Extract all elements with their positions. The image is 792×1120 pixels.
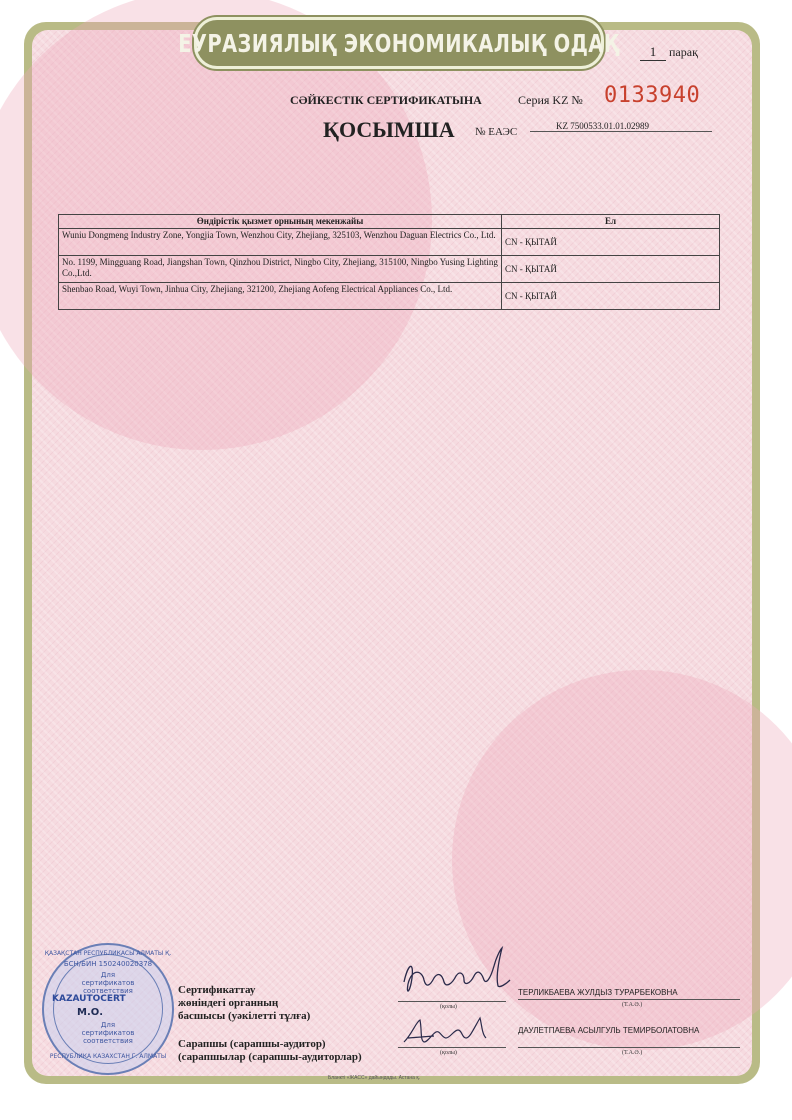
stamp-inner-bottom: Для сертификатов соответствия: [81, 1021, 135, 1045]
head-name: ТЕРЛИКБАЕВА ЖУЛДЫЗ ТУРАРБЕКОВНА: [518, 988, 678, 997]
certificate-title: СӘЙКЕСТІК СЕРТИФИКАТЫНА: [290, 93, 482, 107]
form-footer: Бланкті «ЖАСС» дайындады. Астана қ.: [328, 1075, 420, 1081]
head-label-line: басшысы (уәкілетті тұлға): [178, 1010, 311, 1022]
stamp-bin: БСН/БИН 150240020378: [63, 960, 153, 968]
certificate-border: [24, 22, 760, 1084]
table-header-row: [59, 215, 720, 229]
expert-label-line: (сарапшылар (сарапшы-аудиторлар): [178, 1051, 362, 1063]
union-banner-text: ЕУРАЗИЯЛЫҚ ЭКОНОМИКАЛЫҚ ОДАҚ: [178, 28, 620, 58]
expert-signature-caption: (қолы): [440, 1050, 457, 1056]
head-name-line: [518, 999, 740, 1000]
sheet-number-label: парақ: [669, 45, 698, 59]
annex-title: ҚОСЫМША: [323, 117, 455, 142]
official-stamp: [42, 943, 174, 1075]
expert-signatory-label: [178, 1038, 362, 1064]
table-row: [59, 283, 720, 310]
address-cell: No. 1199, Mingguang Road, Jiangshan Town, Qinzhou District, Ningbo City, Zhejiang, 315100, Ningbo Yusing Lighting Co.,Ltd.: [59, 256, 502, 283]
certificate-background: [32, 30, 752, 1076]
sheet-number-value: 1: [640, 44, 666, 61]
registration-number: KZ 7500533.01.01.02989: [530, 121, 712, 132]
expert-name-caption: (Т.А.Ә.): [622, 1050, 643, 1056]
stamp-outer-bottom: РЕСПУБЛИКА КАЗАХСТАН Г. АЛМАТЫ: [49, 1053, 167, 1060]
table-row: [59, 256, 720, 283]
country-cell: CN - ҚЫТАЙ: [502, 256, 720, 283]
expert-signature: [398, 1012, 494, 1050]
expert-name-line: [518, 1047, 740, 1048]
sheet-number: [640, 44, 698, 61]
expert-name: ДАУЛЕТПАЕВА АСЫЛГУЛЬ ТЕМИРБОЛАТОВНА: [518, 1026, 700, 1035]
serial-number: 0133940: [604, 83, 701, 108]
country-cell: CN - ҚЫТАЙ: [502, 229, 720, 256]
production-sites-table: [58, 214, 720, 310]
series-label: Серия KZ №: [518, 93, 583, 107]
head-signature-caption: (қолы): [440, 1004, 457, 1010]
head-name-caption: (Т.А.Ә.): [622, 1002, 643, 1008]
head-signature-line: [398, 1001, 506, 1002]
stamp-outer-top: ҚАЗАҚСТАН РЕСПУБЛИКАСЫ АЛМАТЫ Қ.: [44, 950, 172, 957]
eaes-label: № ЕАЭС: [475, 126, 518, 138]
expert-signature-line: [398, 1047, 506, 1048]
column-header-country: Ел: [502, 215, 720, 229]
union-banner: [178, 17, 620, 69]
stamp-inner-top: Для сертификатов соответствия: [81, 971, 135, 995]
table-row: [59, 229, 720, 256]
country-cell: CN - ҚЫТАЙ: [502, 283, 720, 310]
head-label-line: Сертификаттау: [178, 984, 256, 996]
head-signatory-label: [178, 984, 310, 1023]
kazautocert-logo: KAZAUTOCERT: [52, 994, 126, 1004]
address-cell: Wuniu Dongmeng Industry Zone, Yongjia Town, Wenzhou City, Zhejiang, 325103, Wenzhou Daguan Electrics Co., Ltd.: [59, 229, 502, 256]
expert-label-line: Сарапшы (сарапшы-аудитор): [178, 1038, 326, 1050]
stamp-mo: М.О.: [77, 1007, 104, 1018]
head-label-line: жөніндегі органның: [178, 997, 279, 1009]
address-cell: Shenbao Road, Wuyi Town, Jinhua City, Zhejiang, 321200, Zhejiang Aofeng Electrical Appliances Co., Ltd.: [59, 283, 502, 310]
head-signature: [398, 944, 514, 1006]
column-header-address: Өндірістік қызмет орнының мекенжайы: [59, 215, 502, 229]
